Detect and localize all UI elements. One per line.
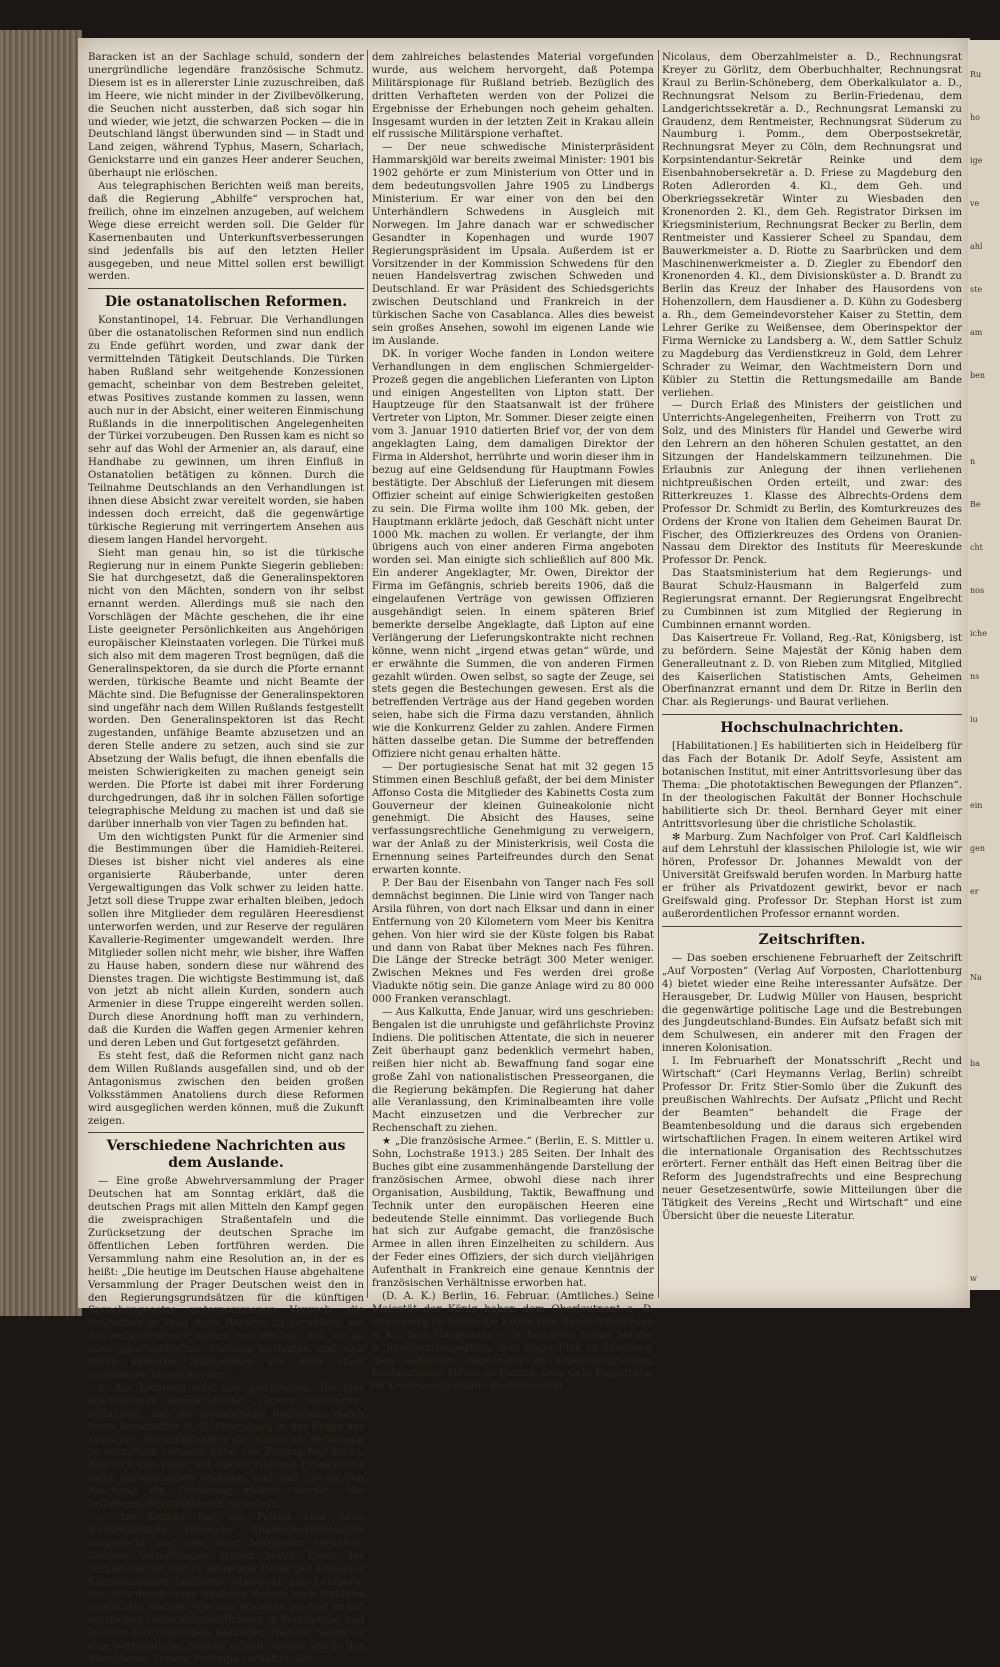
adjacent-page-fragment: ige xyxy=(970,156,983,165)
paragraph: — Der neue schwedische Ministerpräsident Hammarskjöld war bereits zweimal Minister: 1901 bis 1902 gehörte er zum Ministerium von Otter und in dem bedeutungsvollen Jahre 1905 zu Lindbergs Ministerium. Er war einer von den bei den Unterhändlern Schwedens in Ausgleich mit Norwegen. Im Jahre danach war er schwedischer Gesandter in Kopenhagen und wurde 1907 Regierungspräsident im Upsala. Außerdem ist er Vorsitzender in der Kommission Schwedens für den neuen Handelsvertrag zwischen Schweden und Deutschland. Er war Präsident des Schiedsgerichts zwischen Deutschland und Frankreich in der türkischen Sache von Casablanca. Alles dies beweist sein großes Ansehen, sowohl im eigenen Lande wie im Auslande. xyxy=(372,142,654,347)
paragraph: ★ „Die französische Armee.“ (Berlin, E. S. Mittler u. Sohn, Lochstraße 1913.) 285 Seiten. Der Inhalt des Buches gibt eine zusammenhängende Darstellung der französischen Armee, obwohl diese nach ihrer Organisation, Ausbildung, Taktik, Bewaffnung und Technik unter den europäischen Heeren eine bedeutende Stelle einnimmt. Das vorliegende Buch hat sich zur Aufgabe gemacht, die französische Armee in allen ihren Einzelheiten zu schildern. Aus der Feder eines Offiziers, der sich durch vieljährigen Aufenthalt in Frankreich eine genaue Kenntnis der französischen Verhältnisse erworben hat. xyxy=(372,1136,654,1290)
paragraph: — Das soeben erschienene Februarheft der Zeitschrift „Auf Vorposten“ (Verlag Auf Vorposten, Charlottenburg 4) bietet wieder eine Reihe interessanter Aufsätze. Der Herausgeber, Dr. Ludwig Müller von Hausen, bespricht die gegenwärtige politische Lage und die Bestrebungen des Jungdeutschland-Bundes. Ein Aufsatz befaßt sich mit dem Schulwesen, ein anderer mit den Fragen der inneren Kolonisation. xyxy=(662,952,962,1055)
adjacent-page-fragment: Na xyxy=(970,973,982,982)
section-heading: Zeitschriften. xyxy=(758,931,866,948)
paragraph: — Durch Erlaß des Ministers der geistlichen und Unterrichts-Angelegenheiten, Freiherrn von Trott zu Solz, und des Ministers für Handel und Gewerbe wird den Lehrern an den höheren Schulen gestattet, an den Sitzungen der Handelskammern teilzunehmen. Die Erlaubnis zur Anlegung der ihnen verliehenen nichtpreußischen Orden erteilt, und zwar: des Ritterkreuzes 1. Klasse des Albrechts-Ordens dem Professor Dr. Schmidt zu Berlin, des Komturkreuzes des Ordens der Krone von Italien dem Geheimen Baurat Dr. Fischer, des Offizierkreuzes des Ordens von Oranien-Nassau dem Direktor des Instituts für Meereskunde Professor Dr. Penck. xyxy=(662,400,962,567)
paragraph: Nicolaus, dem Oberzahlmeister a. D., Rechnungsrat Kreyer zu Görlitz, dem Oberbuchhalter, Rechnungsrat Kraul zu Berlin-Schöneberg, dem Oberkalkulator a. D., Rechnungsrat Nelsom zu Berlin-Friedenau, dem Landgerichtssekretär a. D., Rechnungsrat Lemanski zu Graudenz, dem Rentmeister, Rechnungsrat Süderum zu Naumburg i. Pomm., dem Oberpostsekretär, Rechnungsrat Meyer zu Cöln, dem Rechnungsrat und Korpsintendantur-Sekretär Reinke und dem Eisenbahnobersekretär a. D. Friese zu Magdeburg den Roten Adlerorden 4. Kl., dem Geh. und Oberkriegssekretär Winter zu Wiesbaden den Kronenorden 2. Kl., dem Geh. Registrator Dirksen im Kriegsministerium, Rechnungsrat Becker zu Berlin, dem Rentmeister und Kassierer Scheel zu Spandau, dem Bauwerkmeister a. D. Riotte zu Saarbrücken und dem Maschinenwerkmeister a. D. Ziegler zu Ebendorf den Kronenorden 4. Kl., dem Divisionsküster a. D. Brandt zu Berlin das Kreuz der Inhaber des Hausordens von Hohenzollern, dem Hausdiener a. D. Kühn zu Godesberg a. Rh., dem Gemeindevorsteher Kaiser zu Stettin, dem Lehrer Gerike zu Weißensee, dem Oberinspektor der Firma Wernicke zu Landsberg a. W., dem Sattler Schulz zu Magdeburg das Verdienstkreuz in Gold, dem Lehrer Schrader zu Weimar, den Wachtmeistern Dorn und Kübler zu Stettin die Rettungsmedaille am Bande verliehen. xyxy=(662,52,962,399)
adjacent-page-fragment xyxy=(968,1145,1000,1158)
adjacent-page-strip xyxy=(968,40,1000,1290)
adjacent-page-fragment: ahl xyxy=(970,242,983,251)
adjacent-page-fragment: ste xyxy=(970,285,983,294)
paragraph: DK. In voriger Woche fanden in London weitere Verhandlungen in dem englischen Schmiergelder-Prozeß gegen die angeblichen Lieferanten von Lipton und einigen Angestellten von Lipton statt. Der Hauptzeuge für den Staatsanwalt ist der frühere Vertreter von Lipton, Mr. Sommer. Dieser zeigte einen vom 3. Januar 1910 datierten Brief vor, der von dem angeklagten Laing, dem damaligen Direktor der Firma in Aldershot, herrührte und worin dieser ihm in bezug auf eine Geldsendung für Hauptmann Fowles bestätigte. Der Abschluß der Lieferungen mit diesem Offizier scheint auf einige Schwierigkeiten gestoßen zu sein. Die Firma wollte ihm 100 Mk. geben, der Hauptmann erklärte jedoch, daß Geschäft nicht unter 1000 Mk. machen zu wollen. Er verlangte, der ihm übrigens auch von einer anderen Firma angeboten worden sei. Man einigte sich schließlich auf 800 Mk. Ein anderer Angeklagter, Mr. Owen, Direktor der Firma im Gefängnis, schrieb bereits 1906, daß die eingelaufenen Verträge von gewissen Offizieren ausgehändigt seien. In einem späteren Brief bemerkte derselbe Angeklagte, daß Lipton auf eine Verlängerung der Lieferungskontrakte nicht rechnen könne, wenn nicht „irgend etwas getan“ würde, und er erwähnte die Summen, die von anderen Firmen gezahlt würden. Owen selbst, so sagte der Zeuge, sei stets gegen die Bestechungen gewesen. Erst als die betreffenden Verträge aus der Hand gegeben worden seien, habe sich die Firma dazu verstanden, ähnlich wie die Konkurrenz Gelder zu zahlen. Andere Firmen hätten dasselbe getan. Die Summe der betreffenden Offiziere nicht genau erhalten hätte. xyxy=(372,348,654,760)
column-rule-2 xyxy=(658,50,659,1298)
adjacent-page-fragment: Be xyxy=(970,500,981,509)
adjacent-page-fragment: n xyxy=(970,457,976,466)
paragraph: I. Im Februarheft der Monatsschrift „Recht und Wirtschaft“ (Carl Heymanns Verlag, Berlin) schreibt Professor Dr. Fritz Stier-Somlo über die Zukunft des preußischen Wahlrechts. Der Aufsatz „Pflicht und Recht der Beamten“ behandelt die Frage der Beamtenbesoldung und die daraus sich ergebenden wirtschaftlichen Fragen. In einem weiteren Artikel wird die internationale Organisation des Rechtsschutzes erörtert. Ferner enthält das Heft einen Beitrag über die Reform des Jugendstrafrechts und eine Besprechung neuer Gesetzesentwürfe, sowie Mitteilungen über die Tätigkeit des Vereins „Recht und Wirtschaft“ und eine Übersicht über die neueste Literatur. xyxy=(662,1056,962,1223)
adjacent-page-fragment: Ru xyxy=(970,70,982,79)
paragraph: — Aus Kalkutta, Ende Januar, wird uns geschrieben: Bengalen ist die unruhigste und gefährlichste Provinz Indiens. Die politischen Attentate, die sich in neuerer Zeit überhaupt ganz bedenklich vermehrt haben, reißen hier nicht ab. Bewaffnung fand sogar eine große Zahl von nationalistischen Presseorganen, die die Regierung bekämpfen. Die Regierung hat daher alle Veranlassung, den Kriminalbeamten ihre volle Macht einzusetzen und die Verbrecher zur Rechenschaft zu ziehen. xyxy=(372,1007,654,1135)
divider xyxy=(88,1132,364,1133)
paragraph: (D. A. K.) Berlin, 16. Februar. (Amtliches.) Seine Majestät der König haben dem Oberleutnant a. D. Schönberg zu Berlin die Krone zum Roten Adlerorden 4. Kl., dem Hauptmann a. D. Kowalski, bisher bei der 4. Ingenieurinspektion, dem Major Fink zu Sönsberg, dem Geheimen Registrator im Kriegsministerium, Rechnungsrat Heuer zu Danzig, dem Geh. Registrator im Kriegsministerium, Rechnungsrat xyxy=(372,1291,654,1393)
divider xyxy=(88,288,364,289)
adjacent-page-fragment: cht xyxy=(970,543,983,552)
section-heading: Die ostanatolischen Reformen. xyxy=(104,294,348,311)
adjacent-page-fragment: ben xyxy=(970,371,986,380)
divider xyxy=(662,714,962,715)
adjacent-page-fragment: iu xyxy=(970,715,978,724)
paragraph: Das Kaisertreue Fr. Volland, Reg.-Rat, Königsberg, ist zu befördern. Seine Majestät der König haben dem Generalleutnant z. D. von Rieben zum Mitglied, Mitglied des Kaiserlichen Statistischen Amts, Geheimen Oberfinanzrat ernannt und dem Dr. Ritze in Berlin den Char. als Regierungs- und Baurat verliehen. xyxy=(662,632,962,709)
column-2 xyxy=(372,52,654,1393)
adjacent-page-fragment: w xyxy=(970,1274,977,1283)
column-3 xyxy=(662,52,962,1297)
paragraph: ✻ Marburg. Zum Nachfolger von Prof. Carl Kaldfleisch auf dem Lehrstuhl der klassischen Philologie ist, wie wir hören, Professor Dr. Johannes Mewaldt von der Universität Greifswald berufen worden. In Marburg hatte er früher als Privatdozent gewirkt, bevor er nach Greifswald ging. Professor Dr. Stephan Horst ist zum außerordentlichen Professor ernannt worden. xyxy=(662,831,962,920)
adjacent-page-fragment xyxy=(968,930,1000,943)
paragraph: Sieht man genau hin, so ist die türkische Regierung nur in einem Punkte Siegerin geblieben: Sie hat durchgesetzt, daß die Generalinspektoren nicht von den Mächten, sondern von ihr selbst ernannt werden. Allerdings muß sie nach den Vorschlägen der Mächte geschehen, die ihr eine Liste geeigneter Persönlichkeiten aus Angehörigen europäischer Kleinstaaten vorlegen. Die Türkei muß sich also mit dem mageren Trost begnügen, daß die Generalinspektoren, da sie durch die Pforte ernannt werden, türkische Beamte und nicht Beamte der Mächte sind. Die Befugnisse der Generalinspektoren sind ungefähr nach dem Willen Rußlands festgestellt worden. Den Generalinspektoren ist das Recht zugestanden, unfähige Beamte abzusetzen und an deren Stelle andere zu setzen, auch sind sie zur Absetzung der Walis befugt, die ihnen ebenfalls die meisten Schwierigkeiten zu machen geneigt sein werden. Die Pforte ist dabei mit ihrer Forderung durchgedrungen, daß ihr in solchen Fällen sofortige telegraphische Meldung zu machen ist und daß sie darüber innerhalb von vier Tagen zu befinden hat. xyxy=(88,547,364,830)
adjacent-page-fragment: ho xyxy=(970,113,980,122)
paragraph: — Eine große Abwehrversammlung der Prager Deutschen hat am Sonntag erklärt, daß die deutschen Prags mit allen Mitteln den Kampf gegen die zweisprachigen Straßentafeln und die Zurücksetzung der deutschen Sprache im öffentlichen Leben fortführen werden. Die Versammlung nahm eine Resolution an, in der es heißt: „Die heutige im Deutschen Hause abgehaltene Versammlung der Prager Deutschen weist den in den Regierungsgrundsätzen für die künftigen Sprachengesetze unternommenen Versuch, die Deutschen in Prag ihres Rechtes zu berauben, auf das entschiedenste zurück und erklärt, daß sie an ihrer geschichtlichen Stellung festhalten und sich durch keinerlei Maßnahmen aus ihrer Stadt verdrängen lassen werden.“ xyxy=(88,1176,364,1381)
adjacent-page-fragment: gen xyxy=(970,844,986,853)
adjacent-page-fragment xyxy=(968,1231,1000,1244)
section-heading: Hochschulnachrichten. xyxy=(720,720,904,737)
adjacent-page-fragment xyxy=(968,1102,1000,1115)
adjacent-page-fragment: am xyxy=(970,328,983,337)
paragraph: n. Aus Lemberg wird uns geschrieben: Die hier erscheinende demokratische „Gazeta Wieczorna“ behauptet, daß die französische Regierung durch ihren Botschafter in St. Petersburg in der Frage der Kalischer Versammlungen die russische Regierung zu vermitteln versucht habe. Die Zeitung fügt hinzu, daß sich die Polen mit dieser Haltung Frankreichs nicht einverstanden erklären, und daß sie an den Reichsrat die Forderung richten werden, die bisherigen Bestimmungen zu ändern. xyxy=(88,1382,364,1511)
adjacent-page-fragment: ve xyxy=(970,199,980,208)
adjacent-page-fragment: ba xyxy=(970,1059,980,1068)
paragraph: Konstantinopel, 14. Februar. Die Verhandlungen über die ostanatolischen Reformen sind nun endlich zu Ende geführt worden, und zwar dank der vermittelnden Tätigkeit Deutschlands. Die Türken haben Rußland sehr weitgehende Konzessionen gemacht, scheinbar von dem Bestreben geleitet, etwas Positives zustande kommen zu lassen, wenn auch nur in der Absicht, einer weiteren Einmischung Rußlands in die innerpolitischen Angelegenheiten der Türkei vorzubeugen. Den Russen kam es nicht so sehr auf das Wohl der Armenier an, als darauf, eine Handhabe zu gewinnen, um ihren Einfluß in Ostanatolien betätigen zu können. Durch die Teilnahme Deutschlands an den Verhandlungen ist ihnen diese Absicht zwar vereitelt worden, sie haben indessen doch erreicht, daß die gegenwärtige türkische Regierung mit verringertem Ansehen aus diesem langen Handel hervorgeht. xyxy=(88,315,364,546)
column-rule-1 xyxy=(367,50,368,1298)
paragraph: — Im Krakau hat die Polizei eine neue weitverzweigte russische Spionageorganisation aufgedeckt und drei ihrer Mitglieder verhaftet. Weitere Verhaftungen stehen bevor. Einer der Verhafteten ist der 21 Jahre alte Hörer der Krakauer Kunstakademie Ladislaus Majewski aus Lemberg, der sich durch seine häufigen Reisen nach Rußland verdächtig machte. Wie nun erwiesen ist, trat er mit russischen Generalstabsoffizieren in Verbindung und leistete den russischen Behörden Dienste, wofür er eine beträchtliche Summe erhielt. Weiter wurde der Warschauer Friseur Potempa verhaftet, bei xyxy=(88,1511,364,1665)
adjacent-page-fragment: er xyxy=(970,887,979,896)
divider xyxy=(662,926,962,927)
book-binding-edge xyxy=(0,30,82,1316)
paragraph: P. Der Bau der Eisenbahn von Tanger nach Fes soll demnächst beginnen. Die Linie wird von Tanger nach Arsila führen, von dort nach Elksar und dann in einer Entfernung von 20 Kilometern vom Meer bis Kenitra gehen. Von hier wird sie der Küste folgen bis Rabat und dann von Rabat über Meknes nach Fes führen. Die Länge der Strecke beträgt 300 Meter weniger. Zwischen Meknes und Fes werden drei große Viadukte nötig sein. Die ganze Anlage wird zu 80 000 000 Franken veranschlagt. xyxy=(372,878,654,1006)
adjacent-page-fragment xyxy=(968,758,1000,771)
paragraph: Aus telegraphischen Berichten weiß man bereits, daß die Regierung „Abhilfe“ versprochen hat, freilich, ohne im einzelnen anzugeben, auf welchem Wege diese erreicht werden soll. Die Gelder für Kasernenbauten und Unterkunftsverbesserungen sind jedenfalls bis auf den letzten Heller ausgegeben, und neue Mittel sollen erst bewilligt werden. xyxy=(88,181,364,283)
paragraph: Es steht fest, daß die Reformen nicht ganz nach dem Willen Rußlands ausgefallen sind, und ob der Antagonismus zwischen den beiden großen Volksstämmen Anatoliens durch diese Reformen wird ausgeglichen werden können, muß die Zukunft zeigen. xyxy=(88,1050,364,1127)
adjacent-page-fragment xyxy=(968,1188,1000,1201)
paragraph: dem zahlreiches belastendes Material vorgefunden wurde, aus welchem hervorgeht, daß Potempa Militärspionage für Rußland betrieb. Bezüglich des dritten Verhafteten werden von der Polizei die Ergebnisse der Erhebungen noch geheim gehalten. Insgesamt wurden in der letzten Zeit in Krakau allein elf russische Militärspione verhaftet. xyxy=(372,52,654,141)
section-heading: Verschiedene Nachrichten aus dem Auslande. xyxy=(106,1138,346,1172)
adjacent-page-fragment: ein xyxy=(970,801,983,810)
adjacent-page-fragment: nos xyxy=(970,586,985,595)
paragraph: [Habilitationen.] Es habilitierten sich in Heidelberg für das Fach der Botanik Dr. Adolf Seyfe, Assistent am botanischen Institut, mit einer Antrittsvorlesung über das Thema: „Die phototaktischen Bewegungen der Pflanzen“. In der theologischen Fakultät der Bonner Hochschule habilitierte sich Dr. theol. Bernhard Geyer mit einer Antrittsvorlesung über die christliche Scholastik. xyxy=(662,741,962,830)
adjacent-page-fragment xyxy=(968,1016,1000,1029)
paragraph: Um den wichtigsten Punkt für die Armenier sind die Bestimmungen über die Hamidieh-Reiterei. Dieses ist bisher nicht viel anderes als eine organisierte Räuberbande, unter deren Vergewaltigungen das Volk schwer zu leiden hatte. Jetzt soll diese Truppe zwar erhalten bleiben, jedoch sollen ihre Mitglieder dem regulären Heeresdienst unterworfen werden, und zur Reserve der regulären Kavallerie-Regimenter umgewandelt werden. Ihre Mitglieder sollen nicht mehr, wie bisher, ihre Waffen zu Hause haben, sondern diese nur während des Dienstes tragen. Die wichtigste Bestimmung ist, daß von jetzt ab nicht allein Kurden, sondern auch Armenier in diese Truppe eingereiht werden sollen. Durch diese Anordnung hofft man zu verhindern, daß die Kurden die Waffen gegen Armenier kehren und deren Leben und Gut fortgesetzt gefährden. xyxy=(88,831,364,1050)
adjacent-page-fragment xyxy=(968,414,1000,427)
paragraph: Baracken ist an der Sachlage schuld, sondern der unergründliche legendäre französische Schmutz. Diesem ist es in allererster Linie zuzuschreiben, daß im Heere, wie nicht minder in der Zivilbevölkerung, die Seuchen nicht aussterben, daß sich sogar hin und wieder, wie jetzt, die schwarzen Pocken — die in Deutschland längst überwunden sind — in Stadt und Land zeigen, während Typhus, Masern, Scharlach, Genickstarre und ein ganzes Heer anderer Seuchen, überhaupt nie erlöschen. xyxy=(88,52,364,180)
column-1 xyxy=(88,52,364,1665)
adjacent-page-fragment: ns xyxy=(970,672,980,681)
paragraph: Das Staatsministerium hat dem Regierungs- und Baurat Schulz-Hausmann in Balgerfeld zum Regierungsrat ernannt. Der Regierungsrat Engelbrecht zu Cumbinnen ist zum Mitglied der Regierung in Cumbinnen ernannt worden. xyxy=(662,568,962,631)
adjacent-page-fragment: iche xyxy=(970,629,987,638)
paragraph: — Der portugiesische Senat hat mit 32 gegen 15 Stimmen einen Beschluß gefaßt, der bei dem Minister Affonso Costa die Mitglieder des Kabinetts Costa zum Gouverneur der kleinen Guineakolonie nicht genehmigt. Die Absicht des Hauses, seine verfassungsrechtliche Genehmigung zu verweigern, war der Anlaß zu der Ministerkrisis, weil Costa die Ernennung seines Parteifreundes durch den Senat erwarten konnte. xyxy=(372,761,654,877)
